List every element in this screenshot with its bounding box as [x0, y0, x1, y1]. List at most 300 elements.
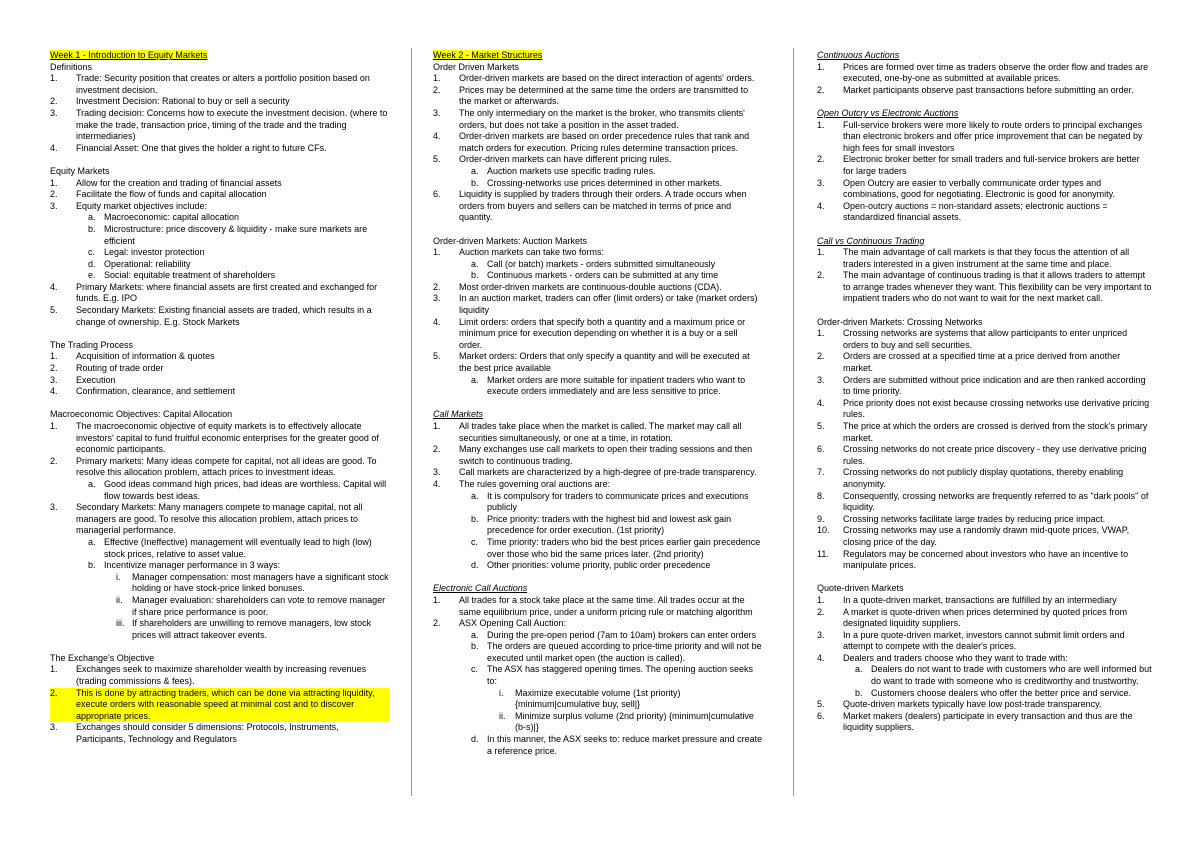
list-item — [433, 62, 763, 74]
list-item — [76, 224, 390, 247]
item-marker: 4. — [50, 281, 58, 292]
item-text: Limit orders: orders that specify both a quantity and a maximum price or minimum price for execution depending on whether it is a buy or a sell order. — [459, 316, 746, 350]
item-marker: 3. — [50, 374, 58, 385]
list-item — [433, 618, 763, 757]
item-marker: 4. — [433, 478, 441, 489]
list-item — [50, 502, 390, 641]
item-marker: 3. — [817, 177, 825, 188]
list-item — [459, 537, 763, 560]
item-marker: i. — [116, 571, 121, 582]
section — [433, 50, 763, 224]
item-text: In this manner, the ASX seeks to: reduce market pressure and create a reference price. — [487, 734, 763, 756]
item-marker: 3. — [433, 293, 441, 304]
item-marker: 3. — [50, 722, 58, 733]
item-text: Manager evaluation: shareholders can vote to remove manager if share price performance is poor. — [132, 594, 386, 617]
list-item — [817, 444, 1152, 467]
list-level-1 — [433, 62, 763, 224]
list-item — [817, 62, 1152, 85]
list-item — [817, 375, 1152, 398]
list-level-1 — [50, 421, 390, 641]
list-level-1 — [50, 664, 390, 745]
list-level-1 — [817, 595, 1152, 734]
list-item — [50, 456, 390, 502]
section-heading-text: The Exchange's Objective — [50, 652, 155, 663]
item-text: Full-service brokers were more likely to route orders to principal exchanges than electronic brokers and offer price improvement that can be negated by high fees for small investors — [843, 119, 1143, 153]
list-item — [817, 120, 1152, 155]
item-text: Investment Decision: Rational to buy or sell a security — [76, 96, 290, 107]
item-marker: 2. — [817, 154, 825, 165]
item-marker: 6. — [817, 710, 825, 721]
item-text: Effective (Ineffective) management will eventually lead to high (low) stock prices, relative to asset value. — [104, 536, 372, 559]
section-heading — [433, 236, 763, 248]
item-marker: 2. — [50, 96, 58, 107]
item-text: Crossing-networks use prices determined in other markets. — [487, 177, 723, 188]
item-marker: 2. — [50, 363, 58, 374]
list-item — [459, 166, 763, 178]
item-marker: 6. — [817, 444, 825, 455]
list-item — [817, 607, 1152, 630]
section-heading-text: Continuous Auctions — [817, 50, 900, 60]
item-marker: 4. — [817, 200, 825, 211]
list-item — [50, 189, 390, 201]
section-heading — [50, 50, 390, 62]
item-marker: 1. — [433, 73, 441, 84]
list-level-1 — [50, 351, 390, 397]
item-text: Incentivize manager performance in 3 ways: — [104, 560, 281, 571]
item-marker: 3. — [50, 502, 58, 513]
item-marker: 4. — [433, 316, 441, 327]
section-heading-text: Equity Markets — [50, 165, 110, 176]
section — [817, 583, 1152, 734]
list-item — [104, 572, 390, 595]
item-text: During the pre-open period (7am to 10am) brokers can enter orders — [487, 629, 757, 640]
list-level-1 — [817, 247, 1152, 305]
list-item — [487, 711, 763, 734]
list-level-3 — [487, 688, 763, 734]
item-text: Price priority: traders with the highest bid and lowest ask gain precedence for order execution. (1st priority) — [487, 513, 732, 536]
section-heading-text: Order-driven Markets: Auction Markets — [433, 235, 588, 246]
item-marker: 2. — [817, 84, 825, 95]
list-item — [459, 178, 763, 190]
list-level-1 — [50, 62, 390, 155]
list-item — [50, 363, 390, 375]
item-text: The main advantage of call markets is that they focus the attention of all traders interested in a given instrument at the same time and place. — [843, 247, 1130, 269]
item-marker: 4. — [817, 652, 825, 663]
item-text: Trading decision: Concerns how to execute the investment decision. (where to make the trade, transaction price, timing of the trade and the trading intermediaries) — [76, 107, 388, 142]
list-item — [817, 154, 1152, 177]
item-text: The price at which the orders are crossed is derived from the stock's primary market. — [843, 421, 1148, 443]
section — [817, 50, 1152, 96]
list-level-2 — [459, 259, 763, 282]
item-text: Dealers do not want to trade with customers who are well informed but do want to trade with someone who is creditworthy and trustworthy. — [871, 664, 1152, 687]
item-marker: a. — [471, 490, 479, 501]
list-level-1 — [50, 178, 390, 329]
item-text: Order-driven markets can have different pricing rules. — [459, 154, 672, 165]
item-text: In a pure quote-driven market, investors cannot submit limit orders and attempt to compete with the dealer's prices. — [843, 629, 1125, 652]
item-text: Trade: Security position that creates or alters a portfolio position based on investment decision. — [76, 73, 370, 95]
item-marker: 1. — [817, 247, 825, 258]
item-text: Crossing networks do not create price discovery - they use derivative pricing rules. — [843, 444, 1147, 466]
item-text: Orders are submitted without price indication and are then ranked according to time priority. — [843, 374, 1146, 397]
list-item — [50, 282, 390, 305]
item-marker: a. — [471, 374, 479, 385]
list-item — [433, 131, 763, 154]
item-text: Primary markets: Many ideas compete for capital, not all ideas are good. To resolve this allocation problem, attach prices to investment ideas. — [76, 455, 377, 478]
list-item — [817, 328, 1152, 351]
notes-column-3 — [817, 50, 1152, 734]
list-item — [50, 688, 390, 723]
section — [50, 50, 390, 154]
item-marker: 5. — [817, 421, 825, 431]
item-text: Exchanges should consider 5 dimensions: Protocols, Instruments, Participants, Technology and Regulators — [76, 722, 339, 745]
item-text: Many exchanges use call markets to open their trading sessions and then switch to continuous trading. — [459, 444, 753, 466]
list-item — [817, 247, 1152, 270]
item-text: The ASX has staggered opening times. The opening auction seeks to: — [487, 664, 754, 687]
section — [817, 108, 1152, 224]
item-marker: ii. — [116, 594, 123, 605]
list-item — [104, 595, 390, 618]
item-marker: 2. — [433, 444, 441, 455]
item-text: Market participants observe past transactions before submitting an order. — [843, 84, 1134, 95]
list-item — [50, 178, 390, 190]
item-marker: a. — [855, 664, 863, 675]
list-item — [76, 259, 390, 271]
list-item — [50, 386, 390, 398]
item-marker: c. — [88, 247, 96, 258]
item-marker: c. — [471, 664, 479, 675]
list-item — [50, 73, 390, 96]
list-level-2 — [76, 479, 390, 502]
item-text: Facilitate the flow of funds and capital allocation — [76, 189, 267, 200]
section-heading — [433, 409, 763, 421]
item-text: Good ideas command high prices, bad ideas are worthless. Capital will flow towards best ideas. — [104, 478, 387, 501]
item-text: Market orders are more suitable for inpatient traders who want to execute orders immediately and are less sensitive to price. — [487, 374, 746, 397]
item-text: In an auction market, traders can offer (limit orders) or take (market orders) liquidity — [459, 293, 758, 316]
list-item — [433, 479, 763, 572]
list-item — [50, 375, 390, 387]
item-marker: 1. — [817, 119, 825, 130]
item-text: Price priority does not exist because crossing networks use derivative pricing rules. — [843, 397, 1150, 420]
item-text: The only intermediary on the market is the broker, who transmits clients' orders, but does not take a position in the asset traded. — [459, 107, 745, 130]
item-marker: 9. — [817, 513, 825, 524]
section — [50, 409, 390, 641]
list-item — [459, 375, 763, 398]
item-text: Legal: investor protection — [104, 247, 205, 258]
item-text: Regulators may be concerned about investors who have an incentive to manipulate prices. — [843, 548, 1129, 571]
item-marker: 1. — [50, 351, 58, 362]
list-item — [817, 549, 1152, 572]
list-level-1 — [817, 328, 1152, 571]
item-marker: 4. — [50, 386, 58, 397]
section-heading — [50, 653, 390, 665]
item-text: Order-driven markets are based on the direct interaction of agents' orders. — [459, 73, 755, 84]
item-text: If shareholders are unwilling to remove managers, low stock prices will attract takeover events. — [132, 618, 372, 640]
section — [50, 166, 390, 328]
list-item — [76, 560, 390, 641]
item-text: Operational: reliability — [104, 258, 191, 269]
list-item — [76, 537, 390, 560]
item-text: Open Outcry are easier to verbally communicate order types and combinations, good for negotiating. Electronic is good for anonymity. — [843, 177, 1115, 200]
list-level-1 — [817, 120, 1152, 224]
section — [817, 317, 1152, 572]
item-marker: 3. — [50, 107, 58, 118]
item-marker: 11. — [817, 548, 829, 559]
item-text: Crossing networks are systems that allow participants to enter unpriced orders to buy and sell securities. — [843, 328, 1128, 350]
item-text: Time priority: traders who bid the best prices earlier gain precedence over those who bid the same prices later. (2nd priority) — [487, 536, 761, 559]
item-text: It is compulsory for traders to communicate prices and executions publicly — [487, 490, 749, 513]
item-marker: 1. — [50, 421, 58, 431]
item-marker: b. — [471, 177, 479, 188]
item-text: Definitions — [50, 61, 93, 72]
item-marker: 1. — [817, 61, 825, 72]
item-text: Crossing networks may use a randomly drawn mid-quote prices, VWAP, closing price of the day. — [843, 525, 1130, 547]
section-heading-text: Call Markets — [433, 409, 484, 420]
item-marker: 6. — [433, 189, 441, 200]
list-level-1 — [433, 421, 763, 572]
item-text: Most order-driven markets are continuous-double auctions (CDA). — [459, 281, 722, 292]
list-item — [433, 467, 763, 479]
section — [50, 653, 390, 746]
list-item — [50, 143, 390, 155]
item-text: The rules governing oral auctions are: — [459, 478, 611, 489]
item-marker: iii. — [116, 618, 125, 629]
item-text: Orders are crossed at a specified time at a price derived from another market. — [843, 351, 1121, 374]
list-item — [50, 108, 390, 143]
list-item — [433, 189, 763, 224]
section-heading-text: Week 2 - Market Structures — [433, 50, 543, 60]
section-heading — [433, 583, 763, 595]
item-marker: 1. — [433, 594, 441, 605]
item-marker: 5. — [433, 154, 441, 165]
section-heading — [817, 108, 1152, 120]
item-text: Macroeconomic: capital allocation — [104, 212, 240, 223]
item-text: Quote-driven markets typically have low post-trade transparency. — [843, 699, 1102, 710]
item-marker: 1. — [817, 594, 825, 605]
section-heading-text: Electronic Call Auctions — [433, 583, 528, 594]
list-item — [817, 201, 1152, 224]
item-marker: 2. — [50, 455, 58, 466]
list-item — [76, 247, 390, 259]
item-marker: 1. — [433, 247, 441, 258]
item-text: Execution — [76, 374, 116, 385]
list-item — [817, 270, 1152, 305]
item-marker: 3. — [817, 374, 825, 385]
item-marker: 2. — [433, 618, 441, 629]
list-item — [459, 664, 763, 734]
list-level-2 — [843, 664, 1152, 699]
item-marker: 10. — [817, 525, 830, 536]
item-marker: a. — [88, 478, 96, 489]
list-item — [817, 630, 1152, 653]
section-heading-text: Call vs Continuous Trading — [817, 235, 925, 246]
item-text: Equity market objectives include: — [76, 200, 208, 211]
item-text: Microstructure: price discovery & liquidity - make sure markets are efficient — [104, 223, 368, 246]
section — [433, 583, 763, 757]
list-level-2 — [76, 212, 390, 282]
list-item — [817, 525, 1152, 548]
list-item — [459, 514, 763, 537]
list-item — [487, 688, 763, 711]
section-heading — [50, 340, 390, 352]
item-marker: a. — [88, 536, 96, 547]
item-marker: a. — [88, 212, 96, 223]
list-item — [433, 73, 763, 85]
notes-column-1 — [50, 50, 390, 746]
list-level-2 — [76, 537, 390, 641]
item-marker: d. — [471, 560, 479, 571]
item-marker: 2. — [817, 351, 825, 362]
list-item — [50, 305, 390, 328]
item-text: All trades take place when the market is called. The market may call all securities simultaneously, or one at a time, in rotation. — [459, 421, 742, 443]
item-text: Social: equitable treatment of shareholders — [104, 270, 276, 281]
item-text: Consequently, crossing networks are frequently referred to as "dark pools" of liquidity. — [843, 490, 1149, 513]
item-text: Confirmation, clearance, and settlement — [76, 386, 236, 397]
item-marker: 3. — [433, 107, 441, 118]
list-item — [50, 722, 390, 745]
section-heading — [50, 166, 390, 178]
item-text: Crossing networks do not publicly display quotations, thereby enabling anonymity. — [843, 467, 1124, 489]
section-heading — [817, 317, 1152, 329]
list-item — [459, 630, 763, 642]
list-item — [433, 282, 763, 294]
list-item — [459, 259, 763, 271]
item-marker: 4. — [433, 131, 441, 142]
list-level-1 — [817, 62, 1152, 97]
list-item — [817, 351, 1152, 374]
item-marker: 4. — [817, 397, 825, 408]
column-divider — [411, 48, 412, 796]
item-marker: a. — [471, 258, 479, 269]
item-marker: 1. — [50, 664, 58, 675]
list-item — [459, 560, 763, 572]
item-marker: 3. — [817, 629, 825, 640]
list-item — [433, 595, 763, 618]
item-text: Minimize surplus volume (2nd priority) {minimum|cumulative (b-s)|} — [515, 710, 754, 733]
list-item — [817, 491, 1152, 514]
item-text: Order Driven Markets — [433, 61, 520, 72]
item-text: The orders are queued according to price-time priority and will not be executed until market open (the auction is called). — [487, 641, 762, 663]
list-level-2 — [459, 375, 763, 398]
item-marker: 8. — [817, 490, 825, 501]
item-marker: 5. — [433, 351, 441, 362]
item-marker: 2. — [433, 281, 441, 292]
item-marker: b. — [88, 223, 96, 234]
item-text: Primary Markets: where financial assets are first created and exchanged for funds. E.g. IPO — [76, 281, 378, 304]
item-marker: b. — [471, 270, 479, 281]
item-text: Liquidity is supplied by traders through their orders. A trade occurs when orders from buyers and sellers can be matched in terms of price and quantity. — [459, 189, 747, 223]
item-marker: 5. — [50, 305, 58, 316]
list-item — [50, 62, 390, 74]
list-item — [817, 711, 1152, 734]
notes-column-2 — [433, 50, 763, 757]
section-heading — [817, 50, 1152, 62]
list-item — [76, 270, 390, 282]
item-text: Routing of trade order — [76, 363, 164, 374]
item-marker: 3. — [50, 200, 58, 211]
list-item — [843, 664, 1152, 687]
list-item — [433, 444, 763, 467]
list-item — [817, 514, 1152, 526]
item-text: Acquisition of information & quotes — [76, 351, 215, 362]
item-marker: 1. — [817, 328, 825, 339]
section-heading — [817, 583, 1152, 595]
list-item — [50, 664, 390, 687]
item-text: Prices may be determined at the same time the orders are transmitted to the market or afterwards. — [459, 84, 749, 107]
list-item — [459, 641, 763, 664]
item-text: Exchanges seek to maximize shareholder wealth by increasing revenues (trading commissions & fees). — [76, 664, 367, 687]
item-text: Prices are formed over time as traders observe the order flow and trades are executed, one-by-one as submitted at available prices. — [843, 61, 1149, 84]
item-marker: 1. — [50, 73, 58, 84]
item-marker: 5. — [817, 699, 825, 710]
item-marker: 1. — [50, 177, 58, 188]
item-text: Continuous markets - orders can be submitted at any time — [487, 270, 719, 281]
section-heading-text: Open Outcry vs Electronic Auctions — [817, 107, 959, 118]
item-text: All trades for a stock take place at the same time. All trades occur at the same equilibrium price, under a uniform pricing rule or matching algorithm — [459, 594, 753, 617]
item-text: Other priorities: volume priority, public order precedence — [487, 560, 711, 571]
list-item — [104, 618, 390, 641]
item-text: Market makers (dealers) participate in every transaction and thus are the liquidity suppliers. — [843, 710, 1133, 733]
item-marker: a. — [471, 165, 479, 176]
section-heading-text: Macroeconomic Objectives: Capital Allocation — [50, 409, 233, 420]
item-marker: 2. — [50, 189, 58, 200]
item-text: Allow for the creation and trading of financial assets — [76, 177, 282, 188]
item-text: Crossing networks facilitate large trades by reducing price impact. — [843, 513, 1106, 524]
item-marker: 2. — [817, 606, 825, 617]
item-text: Market orders: Orders that only specify a quantity and will be executed at the best price available — [459, 351, 750, 374]
item-marker: 2. — [433, 84, 441, 95]
item-marker: c. — [471, 536, 479, 547]
section-heading-text: The Trading Process — [50, 339, 134, 350]
item-marker: a. — [471, 629, 479, 640]
list-item — [433, 247, 763, 282]
item-marker: b. — [855, 687, 863, 698]
list-item — [817, 595, 1152, 607]
item-text: The macroeconomic objective of equity markets is to effectively allocate investors' capital to fund fruitful economic enterprises for the greater good of economic participants. — [76, 421, 379, 455]
item-marker: ii. — [499, 710, 506, 721]
item-text: This is done by attracting traders, which can be done via attracting liquidity, execute orders with reasonable speed at minimal cost and to discover appropriate prices. — [76, 687, 375, 721]
list-item — [817, 398, 1152, 421]
list-item — [817, 85, 1152, 97]
list-level-2 — [459, 630, 763, 758]
list-item — [433, 421, 763, 444]
list-item — [817, 467, 1152, 490]
list-item — [50, 351, 390, 363]
item-text: Dealers and traders choose who they want to trade with: — [843, 652, 1068, 663]
list-item — [459, 270, 763, 282]
item-marker: 4. — [50, 142, 58, 153]
item-text: The main advantage of continuous trading is that it allows traders to attempt to arrange trades whenever they want. This flexibility can be very important to impatient traders who do not want to wait for the next market call. — [843, 270, 1152, 304]
list-item — [433, 351, 763, 397]
item-text: Open-outcry auctions = non-standard assets; electronic auctions = standardized financial assets. — [843, 200, 1108, 223]
section — [433, 409, 763, 571]
item-marker: 2. — [50, 687, 58, 698]
list-item — [433, 293, 763, 316]
list-item — [459, 491, 763, 514]
item-marker: 7. — [817, 467, 825, 478]
list-item — [817, 653, 1152, 699]
item-marker: 2. — [817, 270, 825, 281]
item-text: Call (or batch) markets - orders submitted simultaneously — [487, 258, 716, 269]
item-text: Order-driven markets are based on order precedence rules that rank and match orders for execution. Pricing rules determine transaction prices. — [459, 131, 750, 153]
list-level-1 — [433, 247, 763, 398]
column-divider — [793, 48, 794, 796]
list-item — [459, 734, 763, 757]
section-heading-text: Order-driven Markets: Crossing Networks — [817, 316, 983, 327]
list-item — [50, 201, 390, 282]
section-heading — [817, 236, 1152, 248]
item-text: Maximize executable volume (1st priority) {minimum|cumulative buy, sell|} — [515, 687, 681, 710]
item-text: Call markets are characterized by a high-degree of pre-trade transparency. — [459, 467, 757, 478]
